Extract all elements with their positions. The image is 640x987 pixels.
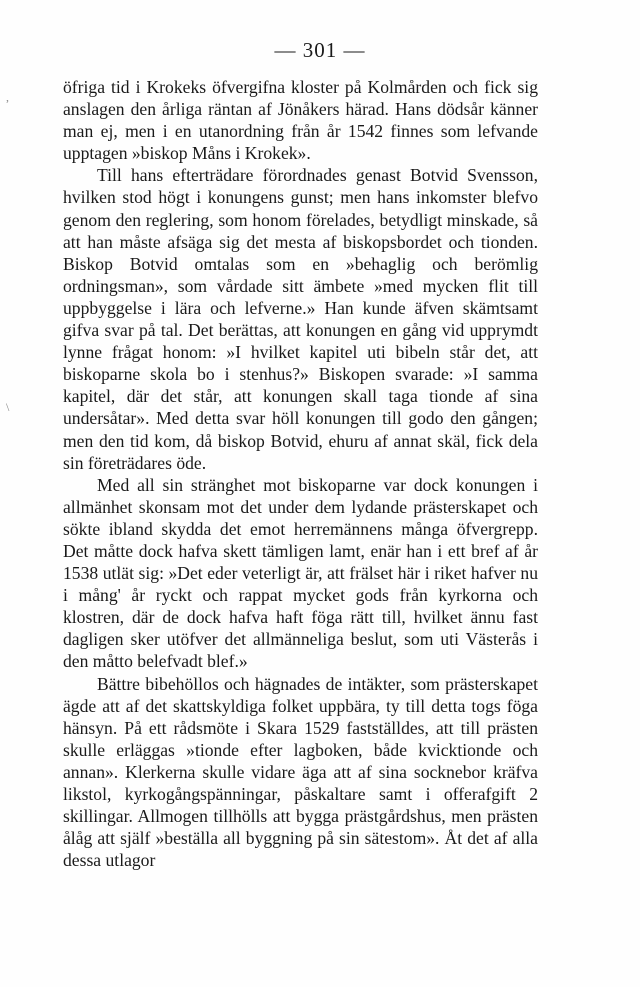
- paragraph: Bättre bibehöllos och hägnades de intäkter, som prästerskapet ägde att af det skattskyldiga folket uppbära, ty till detta togs föga hänsyn. På ett rådsmöte i Skara 1529 fastställdes, att till prästen skulle erläggas »tionde efter lagboken, både kvicktionde och annan». Klerkerna skulle vidare äga att af sina socknebor kräfva likstol, kyrkogångspänningar, påskaltare samt i offerafgift 2 skillingar. Allmogen tillhölls att bygga prästgårdshus, men prästen ålåg att själf »beställa all byggning på sin sätestom». Åt det af alla dessa utlagor: [63, 673, 538, 871]
- margin-mark: \: [6, 400, 10, 414]
- paragraph: Till hans efterträdare förordnades genast Botvid Svensson, hvilken stod högt i konungens gunst; men hans inkomster blefvo genom den reglering, som honom förelades, betydligt minskade, så att han måste afsäga sig det mesta af biskopsbordet och tionden. Biskop Botvid omtalas som en »behaglig och berömlig ordningsman», som vårdade sitt ämbete »med mycken flit till uppbyggelse i lära och lefverne.» Han kunde äfven skämtsamt gifva svar på tal. Det berättas, att konungen en gång vid upprymdt lynne frågat honom: »I hvilket kapitel uti bibeln står det, att biskoparne skola bo i stenhus?» Biskopen svarade: »I samma kapitel, där det står, att konungen skall taga tionde af sina undersåtar». Med detta svar höll konungen till godo den gången; men den tid kom, då biskop Botvid, ehuru af annat skäl, fick dela sin företrädares öde.: [63, 165, 538, 473]
- body-text: [63, 76, 538, 871]
- margin-mark: ,: [6, 90, 9, 104]
- paragraph: öfriga tid i Krokeks öfvergifna kloster på Kolmården och fick sig anslagen den årliga räntan af Jönåkers härad. Hans dödsår känner man ej, men i en utanordning från år 1542 finnes som lefvande upptagen »biskop Måns i Krokek».: [63, 77, 538, 164]
- page-number: — 301 —: [274, 38, 366, 62]
- paragraph: Med all sin stränghet mot biskoparne var dock konungen i allmänhet skonsam mot det under dem lydande prästerskapet och sökte ibland skydda det emot herremännens många öfvergrepp. Det måtte dock hafva skett tämligen lamt, enär han i ett bref af år 1538 utlät sig: »Det eder veterligt är, att frälset här i riket hafver nu i mång' år ryckt och rappat mycket gods från kyrkorna och klostren, där de dock hafva haft föga rätt till, hvilket ännu fast dagligen sker utöfver det allmänneliga beslut, som uti Västerås i den måtto belefvadt blef.»: [63, 474, 538, 672]
